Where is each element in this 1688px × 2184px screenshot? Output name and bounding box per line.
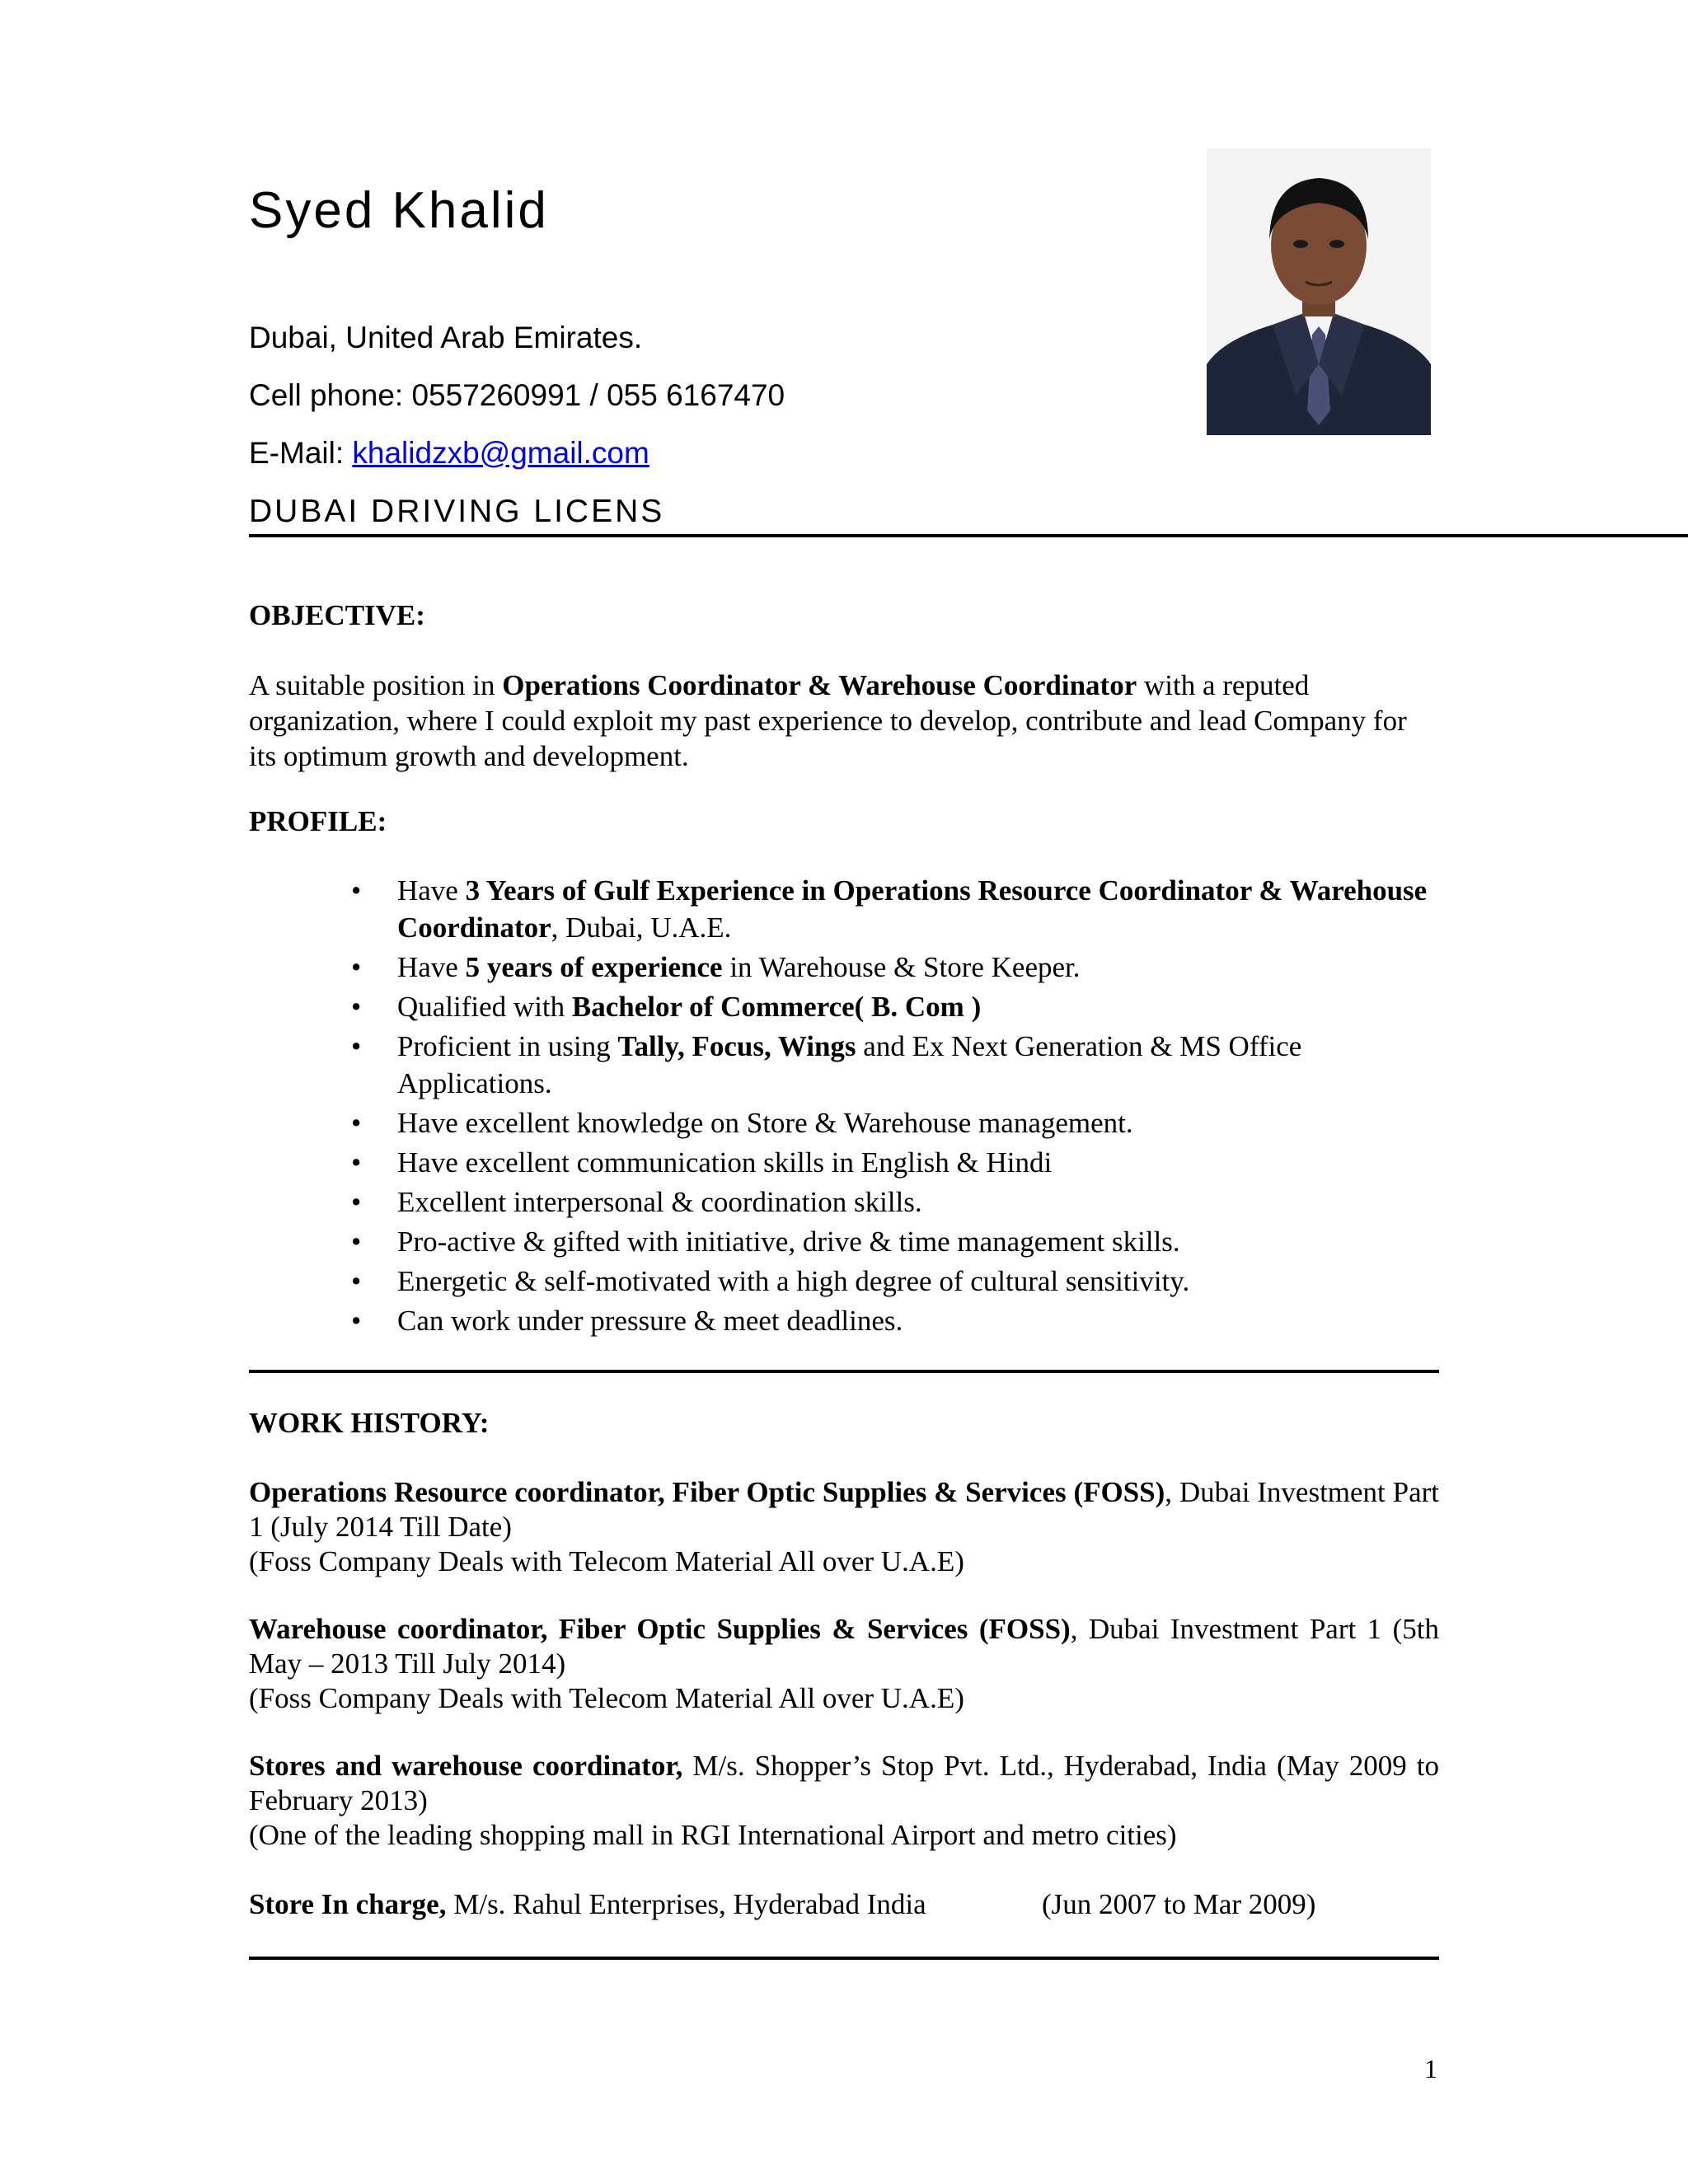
bullet-icon: • — [351, 1107, 362, 1139]
profile-item: • Energetic & self-motivated with a high degree of cultural sensitivity. — [249, 1263, 1439, 1300]
section-divider — [249, 1957, 1439, 1960]
bullet-icon: • — [351, 1146, 362, 1179]
work-history-heading: WORK HISTORY: — [249, 1407, 490, 1439]
candidate-name: Syed Khalid — [249, 182, 549, 239]
profile-heading: PROFILE: — [249, 805, 387, 837]
job-details: M/s. Rahul Enterprises, Hyderabad India — [446, 1888, 926, 1920]
job-title: Operations Resource coordinator, Fiber Optic Supplies & Services (FOSS) — [249, 1476, 1165, 1508]
profile-photo — [1207, 148, 1431, 435]
profile-item: • Have 3 Years of Gulf Experience in Operations Resource Coordinator & Warehouse Coordinator, Dubai, U.A.E. — [249, 872, 1439, 946]
job-entry — [249, 1612, 1439, 1716]
objective-text-start: A suitable position in — [249, 669, 503, 701]
bullet-icon: • — [351, 1265, 362, 1297]
job-description — [249, 1749, 1439, 1818]
profile-item: • Can work under pressure & meet deadlines. — [249, 1302, 1439, 1339]
header-divider — [249, 534, 1688, 537]
profile-item: • Excellent interpersonal & coordination skills. — [249, 1183, 1439, 1221]
section-divider — [249, 1370, 1439, 1373]
profile-item: • Have excellent knowledge on Store & Warehouse management. — [249, 1104, 1439, 1141]
job-entry — [249, 1749, 1439, 1853]
job-description — [249, 1612, 1439, 1681]
email-link[interactable]: khalidzxb@gmail.com — [352, 436, 649, 470]
job-title: Warehouse coordinator, Fiber Optic Supplies & Services (FOSS) — [249, 1613, 1071, 1645]
job-dates: (Jun 2007 to Mar 2009) — [1042, 1888, 1316, 1920]
job-details: M/s. Shopper’s Stop Pvt. Ltd., Hyderabad, India (May 2009 to February 2013) — [249, 1750, 1440, 1816]
profile-list — [249, 872, 1439, 1342]
bullet-icon: • — [351, 1030, 362, 1062]
job-entry — [249, 1887, 1439, 1922]
job-note: (Foss Company Deals with Telecom Material All over U.A.E) — [249, 1682, 964, 1714]
job-note: (One of the leading shopping mall in RGI International Airport and metro cities) — [249, 1819, 1177, 1851]
job-title: Store In charge, — [249, 1888, 447, 1920]
bullet-icon: • — [351, 874, 362, 907]
profile-item: • Have 5 years of experience in Warehouse & Store Keeper. — [249, 949, 1439, 986]
objective-text-end: with a reputed organization, where I could exploit my past experience to develop, contribute and lead Company for its optimum growth and development. — [249, 669, 1407, 772]
bullet-icon: • — [351, 1305, 362, 1337]
email-label: E-Mail: — [249, 436, 353, 470]
bullet-icon: • — [351, 1226, 362, 1258]
profile-item: • Qualified with Bachelor of Commerce( B. Com ) — [249, 988, 1439, 1025]
email-line — [249, 435, 649, 471]
phone-text: Cell phone: 0557260991 / 055 6167470 — [249, 378, 785, 412]
job-entry — [249, 1475, 1439, 1579]
profile-item: • Proficient in using Tally, Focus, Wings and Ex Next Generation & MS Office Applications. — [249, 1028, 1439, 1102]
job-details: , Dubai Investment Part 1 (5th May – 2013 Till July 2014) — [249, 1613, 1439, 1680]
driving-license-text: DUBAI DRIVING LICENS — [249, 494, 665, 529]
bullet-icon: • — [351, 991, 362, 1023]
job-details: , Dubai Investment Part 1 (July 2014 Till Date) — [249, 1476, 1439, 1543]
page-number: 1 — [1424, 2054, 1437, 2083]
objective-text — [249, 668, 1439, 774]
job-note: (Foss Company Deals with Telecom Material All over U.A.E) — [249, 1545, 964, 1577]
bullet-icon: • — [351, 951, 362, 983]
location-text: Dubai, United Arab Emirates. — [249, 321, 643, 354]
objective-heading: OBJECTIVE: — [249, 599, 425, 631]
job-title: Stores and warehouse coordinator, — [249, 1750, 683, 1782]
profile-item: • Have excellent communication skills in English & Hindi — [249, 1144, 1439, 1181]
job-description — [249, 1475, 1439, 1544]
objective-position: Operations Coordinator & Warehouse Coordinator — [502, 669, 1137, 701]
bullet-icon: • — [351, 1186, 362, 1218]
profile-item: • Pro-active & gifted with initiative, drive & time management skills. — [249, 1223, 1439, 1260]
